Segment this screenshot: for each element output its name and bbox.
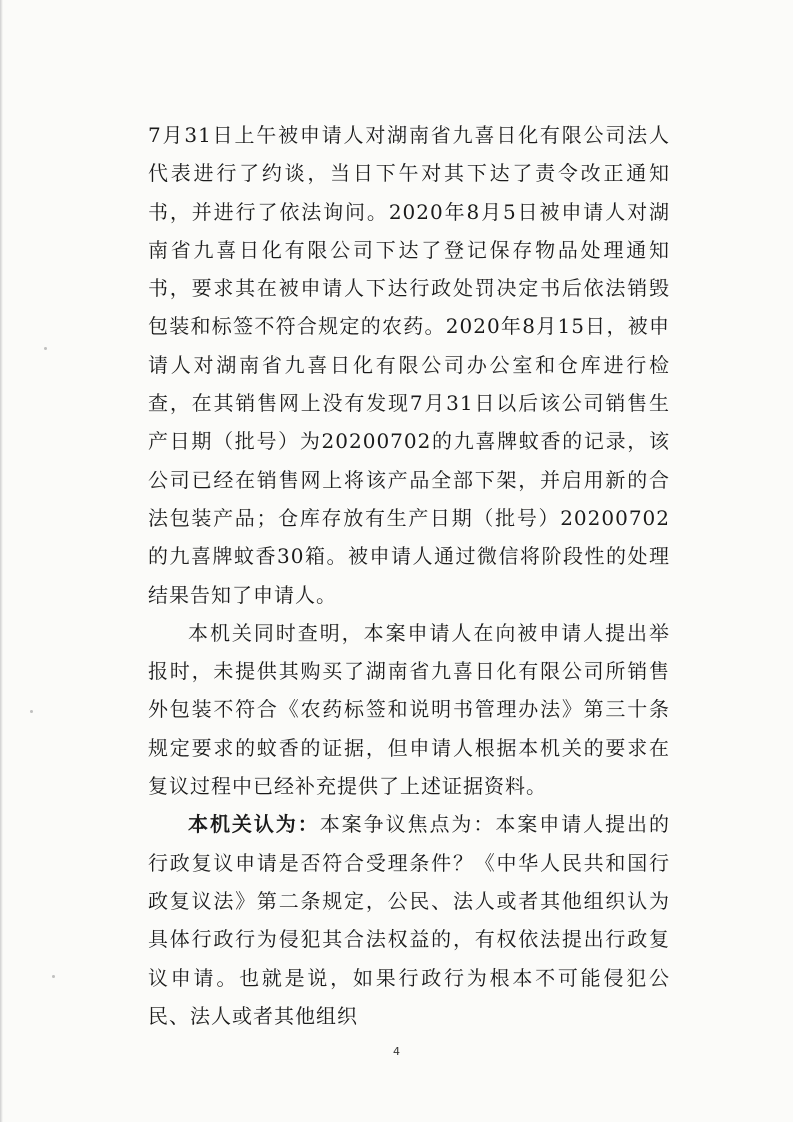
paragraph-3 (148, 805, 670, 1035)
paragraph-3-text: 本案争议焦点为：本案申请人提出的行政复议申请是否符合受理条件？《中华人民共和国行政复议法》第二条规定，公民、法人或者其他组织认为具体行政行为侵犯其合法权益的，有权依法提出行政复议申请。也就是说，如果行政行为根本不可能侵犯公民、法人或者其他组织 (148, 812, 671, 1028)
paragraph-3-lead: 本机关认为： (188, 812, 320, 837)
paragraph-1-text: 7月31日上午被申请人对湖南省九喜日化有限公司法人代表进行了约谈，当日下午对其下达了责令改正通知书，并进行了依法询问。2020年8月5日被申请人对湖南省九喜日化有限公司下达了登记保存物品处理通知书，要求其在被申请人下达行政处罚决定书后依法销毁包装和标签不符合规定的农药。2020年8月15日，被申请人对湖南省九喜日化有限公司办公室和仓库进行检查，在其销售网上没有发现7月31日以后该公司销售生产日期（批号）为20200702的九喜牌蚊香的记录，该公司已经在销售网上将该产品全部下架，并启用新的合法包装产品；仓库存放有生产日期（批号）20200702的九喜牌蚊香30箱。被申请人通过微信将阶段性的处理结果告知了申请人。 (148, 123, 670, 607)
paragraph-2-text: 本机关同时查明，本案申请人在向被申请人提出举报时，未提供其购买了湖南省九喜日化有限公司所销售外包装不符合《农药标签和说明书管理办法》第三十条规定要求的蚊香的证据，但申请人根据本机关的要求在复议过程中已经补充提供了上述证据资料。 (148, 620, 670, 799)
scan-edge-shadow (0, 0, 3, 1122)
paragraph-2 (148, 614, 670, 805)
body-text (148, 116, 670, 1035)
scan-speck (30, 710, 33, 713)
scan-speck (52, 975, 55, 978)
paragraph-1 (148, 116, 670, 614)
scan-speck (44, 347, 47, 350)
page-number: 4 (393, 1045, 400, 1058)
